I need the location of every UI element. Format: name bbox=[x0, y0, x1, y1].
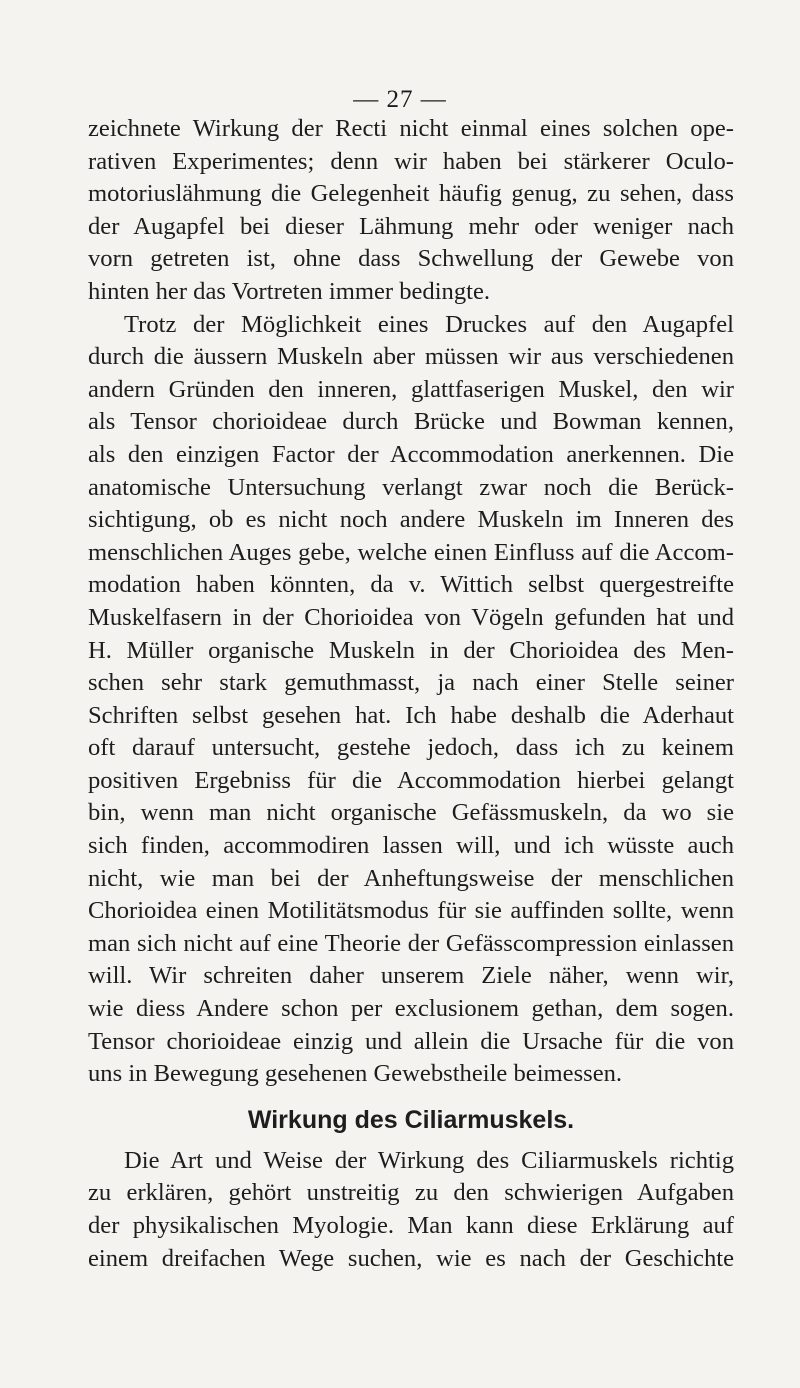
text-line: positiven Ergebniss für die Accommodation hierbei gelangt bbox=[88, 766, 734, 794]
text-line: sichtigung, ob es nicht noch andere Muskeln im Inneren des bbox=[88, 506, 734, 534]
text-line: Tensor chorioideae einzig und allein die Ursache für die von bbox=[88, 1027, 734, 1055]
text-line: menschlichen Auges gebe, welche einen Einfluss auf die Accom- bbox=[88, 538, 734, 566]
text-line: wie diess Andere schon per exclusionem gethan, dem sogen. bbox=[88, 995, 734, 1023]
text-line: Die Art und Weise der Wirkung des Ciliarmuskels richtig bbox=[124, 1146, 734, 1174]
text-line: andern Gründen den inneren, glattfaserigen Muskel, den wir bbox=[88, 375, 734, 403]
text-line: als Tensor chorioideae durch Brücke und Bowman kennen, bbox=[88, 408, 734, 436]
text-line: Chorioidea einen Motilitätsmodus für sie auffinden sollte, wenn bbox=[88, 897, 734, 925]
text-line: Trotz der Möglichkeit eines Druckes auf den Augapfel bbox=[124, 310, 734, 338]
paragraph-2 bbox=[88, 309, 734, 1091]
paragraph-1 bbox=[88, 113, 734, 309]
text-line: schen sehr stark gemuthmasst, ja nach einer Stelle seiner bbox=[88, 669, 734, 697]
text-line: vorn getreten ist, ohne dass Schwellung der Gewebe von bbox=[88, 245, 734, 273]
text-line: bin, wenn man nicht organische Gefässmuskeln, da wo sie bbox=[88, 799, 734, 827]
text-line: durch die äussern Muskeln aber müssen wir aus verschiedenen bbox=[88, 343, 734, 371]
text-line: anatomische Untersuchung verlangt zwar noch die Berück- bbox=[88, 473, 734, 501]
text-line: man sich nicht auf eine Theorie der Gefässcompression einlassen bbox=[88, 929, 734, 957]
text-line: motoriuslähmung die Gelegenheit häufig genug, zu sehen, dass bbox=[88, 180, 734, 208]
text-line: als den einzigen Factor der Accommodation anerkennen. Die bbox=[88, 440, 734, 468]
text-line: rativen Experimentes; denn wir haben bei stärkerer Oculo- bbox=[88, 147, 734, 175]
page-number: — 27 — bbox=[353, 86, 447, 113]
text-line: zu erklären, gehört unstreitig zu den schwierigen Aufgaben bbox=[88, 1179, 734, 1207]
text-line: H. Müller organische Muskeln in der Chorioidea des Men- bbox=[88, 636, 734, 664]
text-line: der physikalischen Myologie. Man kann diese Erklärung auf bbox=[88, 1212, 734, 1239]
text-line: hinten her das Vortreten immer bedingte. bbox=[88, 277, 491, 305]
text-line: uns in Bewegung gesehenen Gewebstheile beimessen. bbox=[88, 1060, 623, 1088]
text-line: Schriften selbst gesehen hat. Ich habe deshalb die Aderhaut bbox=[88, 701, 734, 729]
text-line: einem dreifachen Wege suchen, wie es nach der Geschichte bbox=[88, 1244, 734, 1272]
text-line: will. Wir schreiten daher unserem Ziele näher, wenn wir, bbox=[88, 962, 734, 990]
text-line: nicht, wie man bei der Anheftungsweise der menschlichen bbox=[88, 864, 734, 892]
text-line: oft darauf untersucht, gestehe jedoch, dass ich zu keinem bbox=[88, 734, 734, 762]
section-heading: Wirkung des Ciliarmuskels. bbox=[247, 1105, 575, 1134]
page-body bbox=[88, 113, 734, 1275]
text-line: sich finden, accommodiren lassen will, und ich wüsste auch bbox=[88, 832, 734, 860]
text-line: der Augapfel bei dieser Lähmung mehr oder weniger nach bbox=[88, 212, 734, 240]
paragraph-3 bbox=[88, 1145, 734, 1275]
text-line: Muskelfasern in der Chorioidea von Vögeln gefunden hat und bbox=[88, 603, 734, 631]
text-line: zeichnete Wirkung der Recti nicht einmal eines solchen ope- bbox=[88, 115, 734, 142]
text-line: modation haben könnten, da v. Wittich selbst quergestreifte bbox=[88, 571, 734, 599]
